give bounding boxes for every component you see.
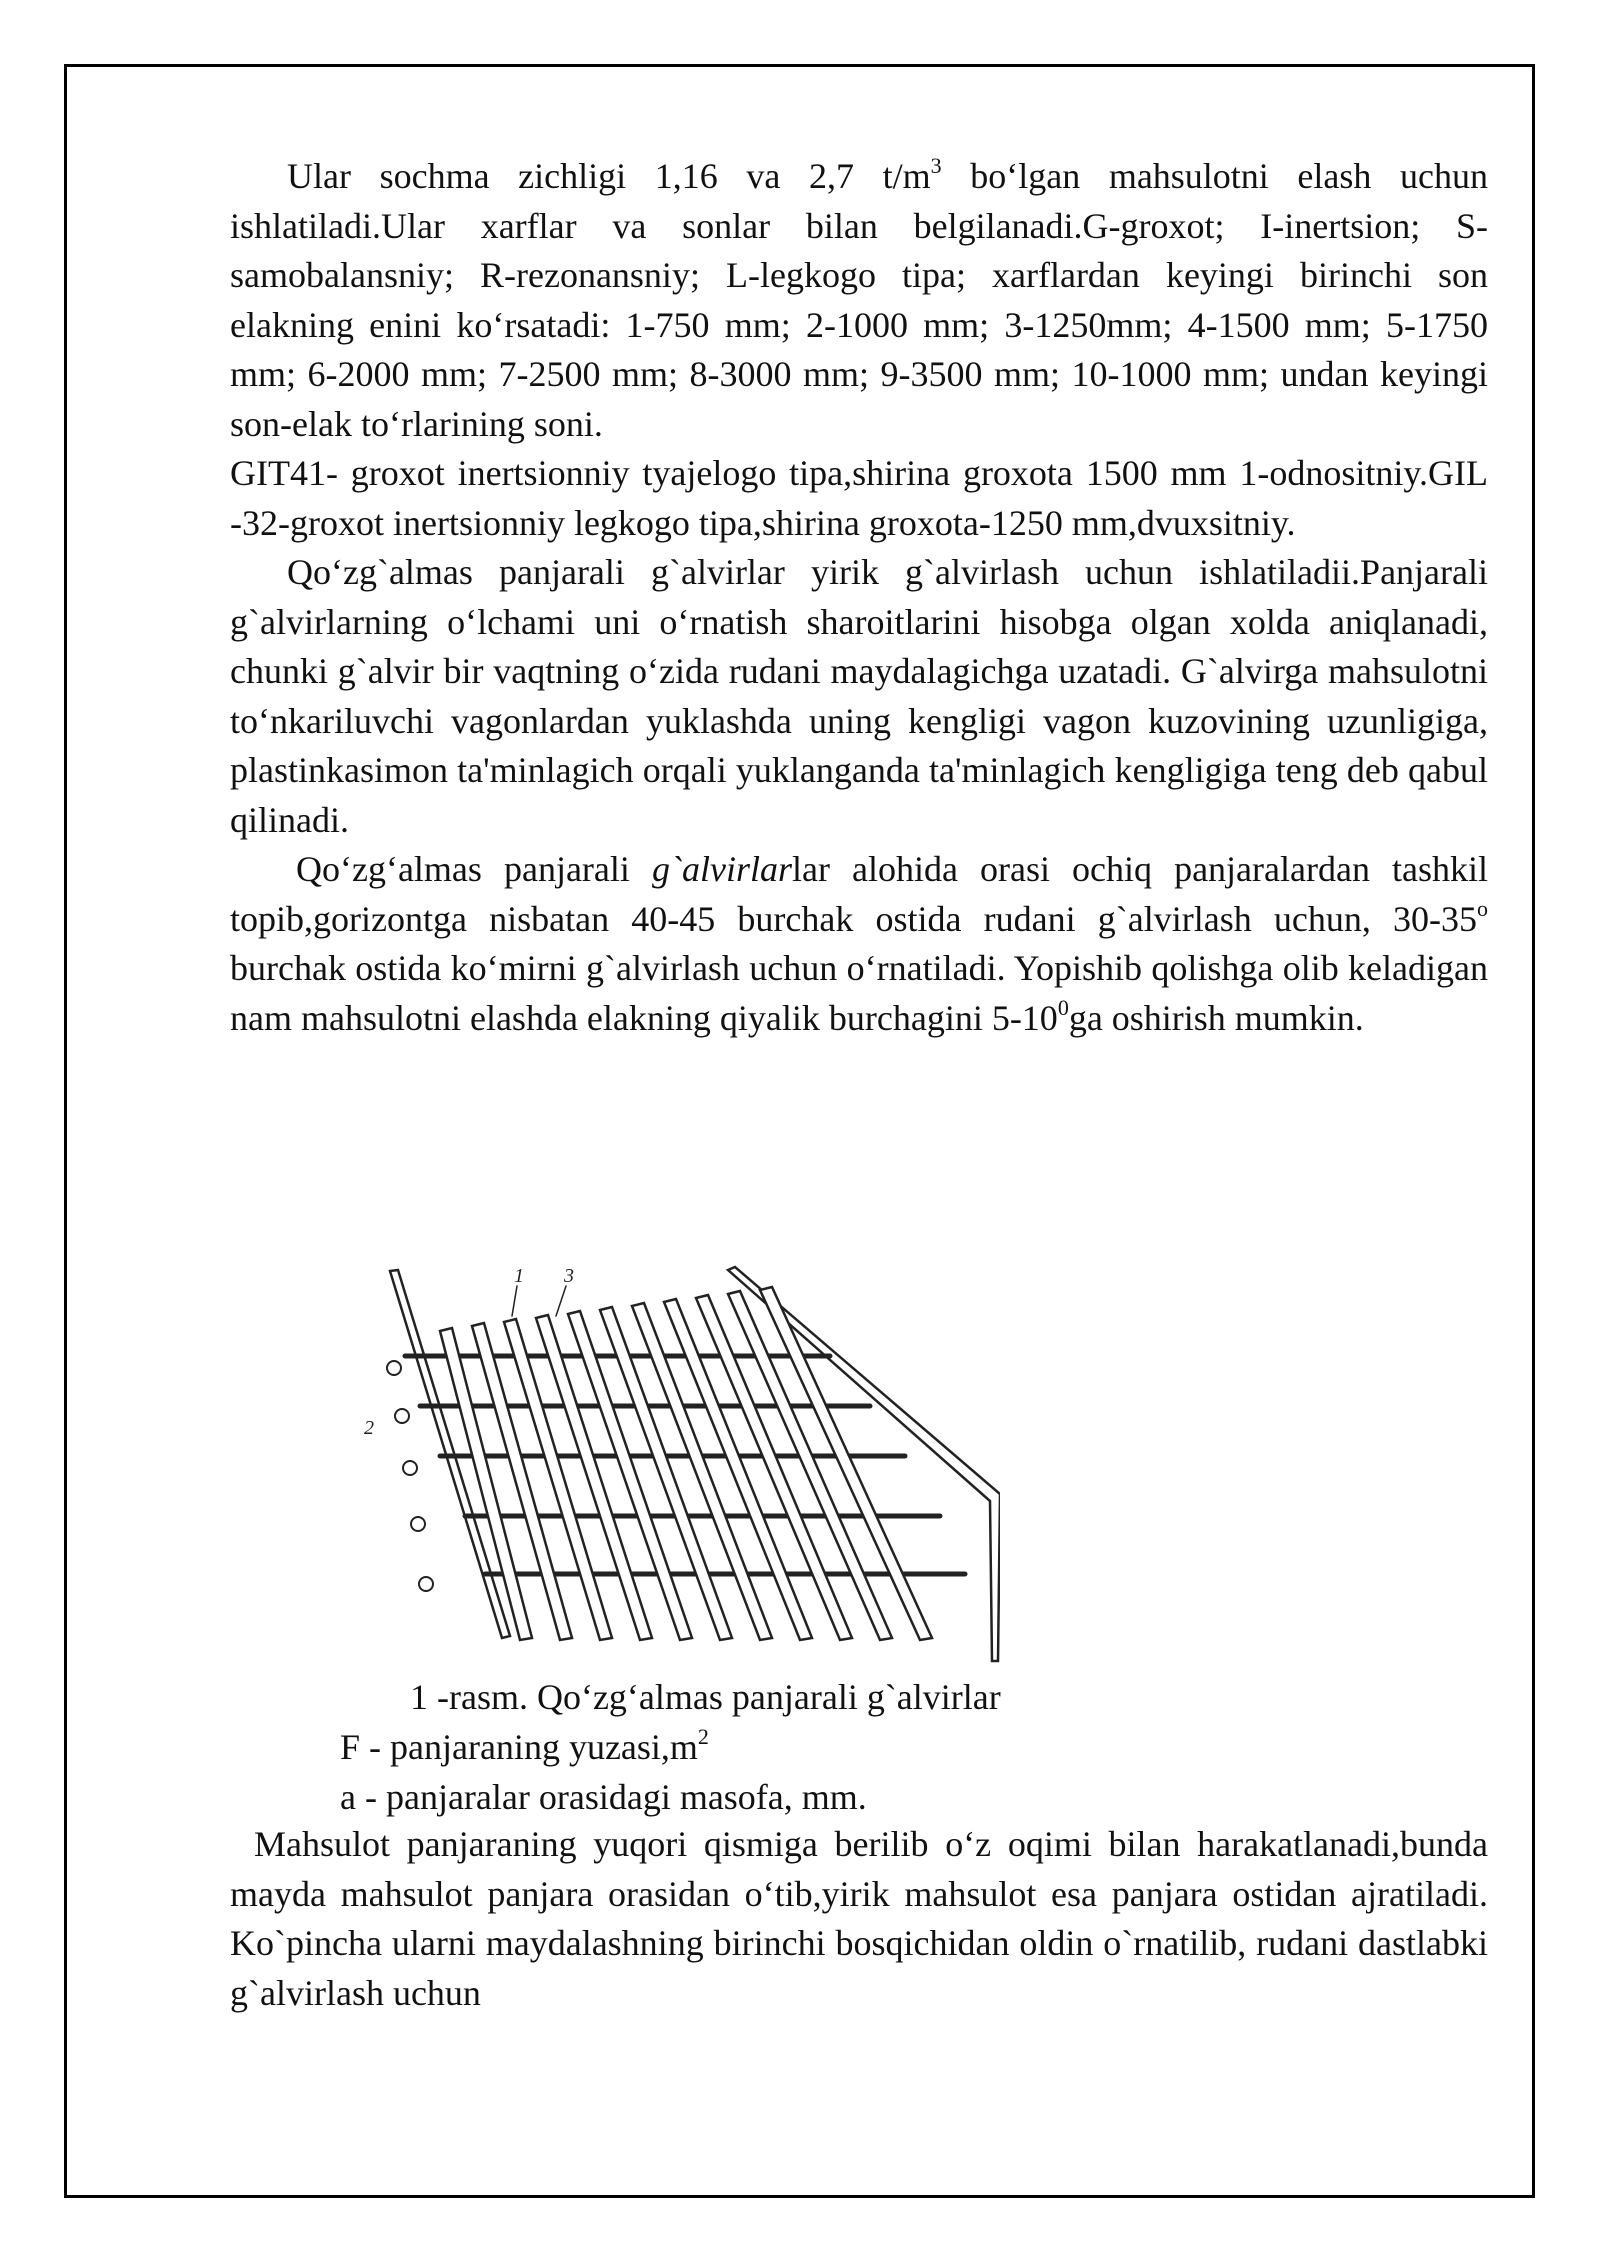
caption-line-f (340, 1722, 1001, 1772)
caption-line-f-sup: 2 (697, 1724, 709, 1749)
fig-label-3: 3 (564, 1265, 574, 1287)
paragraph-4 (230, 845, 1488, 1043)
p1-text-b: boʻlgan mahsulotni elash uchun ishlatiladi.Ular xarflar va sonlar bilan belgilanadi.G-groxot; I-inertsion; S-samobalansniy; R-rezonansniy; L-legkogo tipa; xarflardan keyingi birinchi son elakning enini koʻrsatadi: 1-750 mm; 2-1000 mm; 3-1250mm; 4-1500 mm; 5-1750 mm; 6-2000 mm; 7-2500 mm; 8-3000 mm; 9-3500 mm; 10-1000 mm; undan keyingi son-elak toʻrlarining soni. (230, 156, 1488, 444)
paragraph-1 (230, 152, 1488, 449)
p4-text-a: Qoʻzgʻalmas panjarali (296, 849, 652, 889)
p4-text-b: lar alohida orasi ochiq panjaralardan tashkil topib,gorizontga nisbatan 40-45 burchak ostida rudani g`alvirlash uchun, 30-35 (230, 849, 1488, 939)
p1-superscript: 3 (930, 153, 942, 178)
figure-caption (340, 1672, 1001, 1822)
paragraph-5: Mahsulot panjaraning yuqori qismiga berilib oʻz oqimi bilan harakatlanadi,bunda mayda mahsulot panjara orasidan oʻtib,yirik mahsulot esa panjara ostidan ajratiladi. Ko`pincha ularni maydalashning birinchi bosqichidan oldin o`rnatilib, rudani dastlabki g`alvirlash uchun (230, 1824, 1488, 2013)
p4-text-c: burchak ostida koʻmirni g`alvirlash uchun oʻrnatiladi. Yopishib qolishga olib keladigan nam mahsulotni elashda elakning qiyalik burchagini 5-10 (230, 948, 1488, 1038)
p1-text-a: Ular sochma zichligi 1,16 va 2,7 t/m (287, 156, 931, 196)
caption-line-f-text: F - panjaraning yuzasi,m (340, 1727, 698, 1767)
p4-italic: g`alvirlar (651, 849, 792, 889)
leader-1 (512, 1286, 517, 1316)
fig-label-1: 1 (514, 1265, 524, 1287)
caption-title: 1 -rasm. Qoʻzgʻalmas panjarali g`alvirlar (410, 1677, 1001, 1717)
p4-text-d: ga oshirish mumkin. (1068, 997, 1364, 1038)
p4-superscript-2: 0 (1057, 994, 1069, 1020)
text-block-top (230, 152, 1488, 1043)
caption-line-a: a - panjaralar orasidagi masofa, mm. (340, 1777, 867, 1817)
p4-superscript-1: o (1477, 895, 1488, 921)
text-block-bottom (230, 1820, 1488, 2018)
paragraph-3: Qoʻzg`almas panjarali g`alvirlar yirik g`alvirlash uchun ishlatiladii.Panjarali g`alvirlarning oʻlchami uni oʻrnatish sharoitlarini hisobga olgan xolda aniqlanadi, chunki g`alvir bir vaqtning oʻzida rudani maydalagichga uzatadi. G`alvirga mahsulotni toʻnkariluvchi vagonlardan yuklashda uning kengligi vagon kuzovining uzunligiga, plastinkasimon ta'minlagich orqali yuklanganda ta'minlagich kengligiga teng deb qabul qilinadi. (230, 552, 1488, 840)
paragraph-2: GIT41- groxot inertsionniy tyajelogo tipa,shirina groxota 1500 mm 1-odnositniy.GIL -32-groxot inertsionniy legkogo tipa,shirina groxota-1250 mm,dvuxsitniy. (230, 453, 1488, 543)
grate-bars (440, 1287, 932, 1640)
grate-screen-figure (360, 1256, 1000, 1666)
fig-label-2: 2 (364, 1417, 374, 1439)
rod-ends (387, 1361, 433, 1591)
leader-3 (556, 1286, 566, 1316)
